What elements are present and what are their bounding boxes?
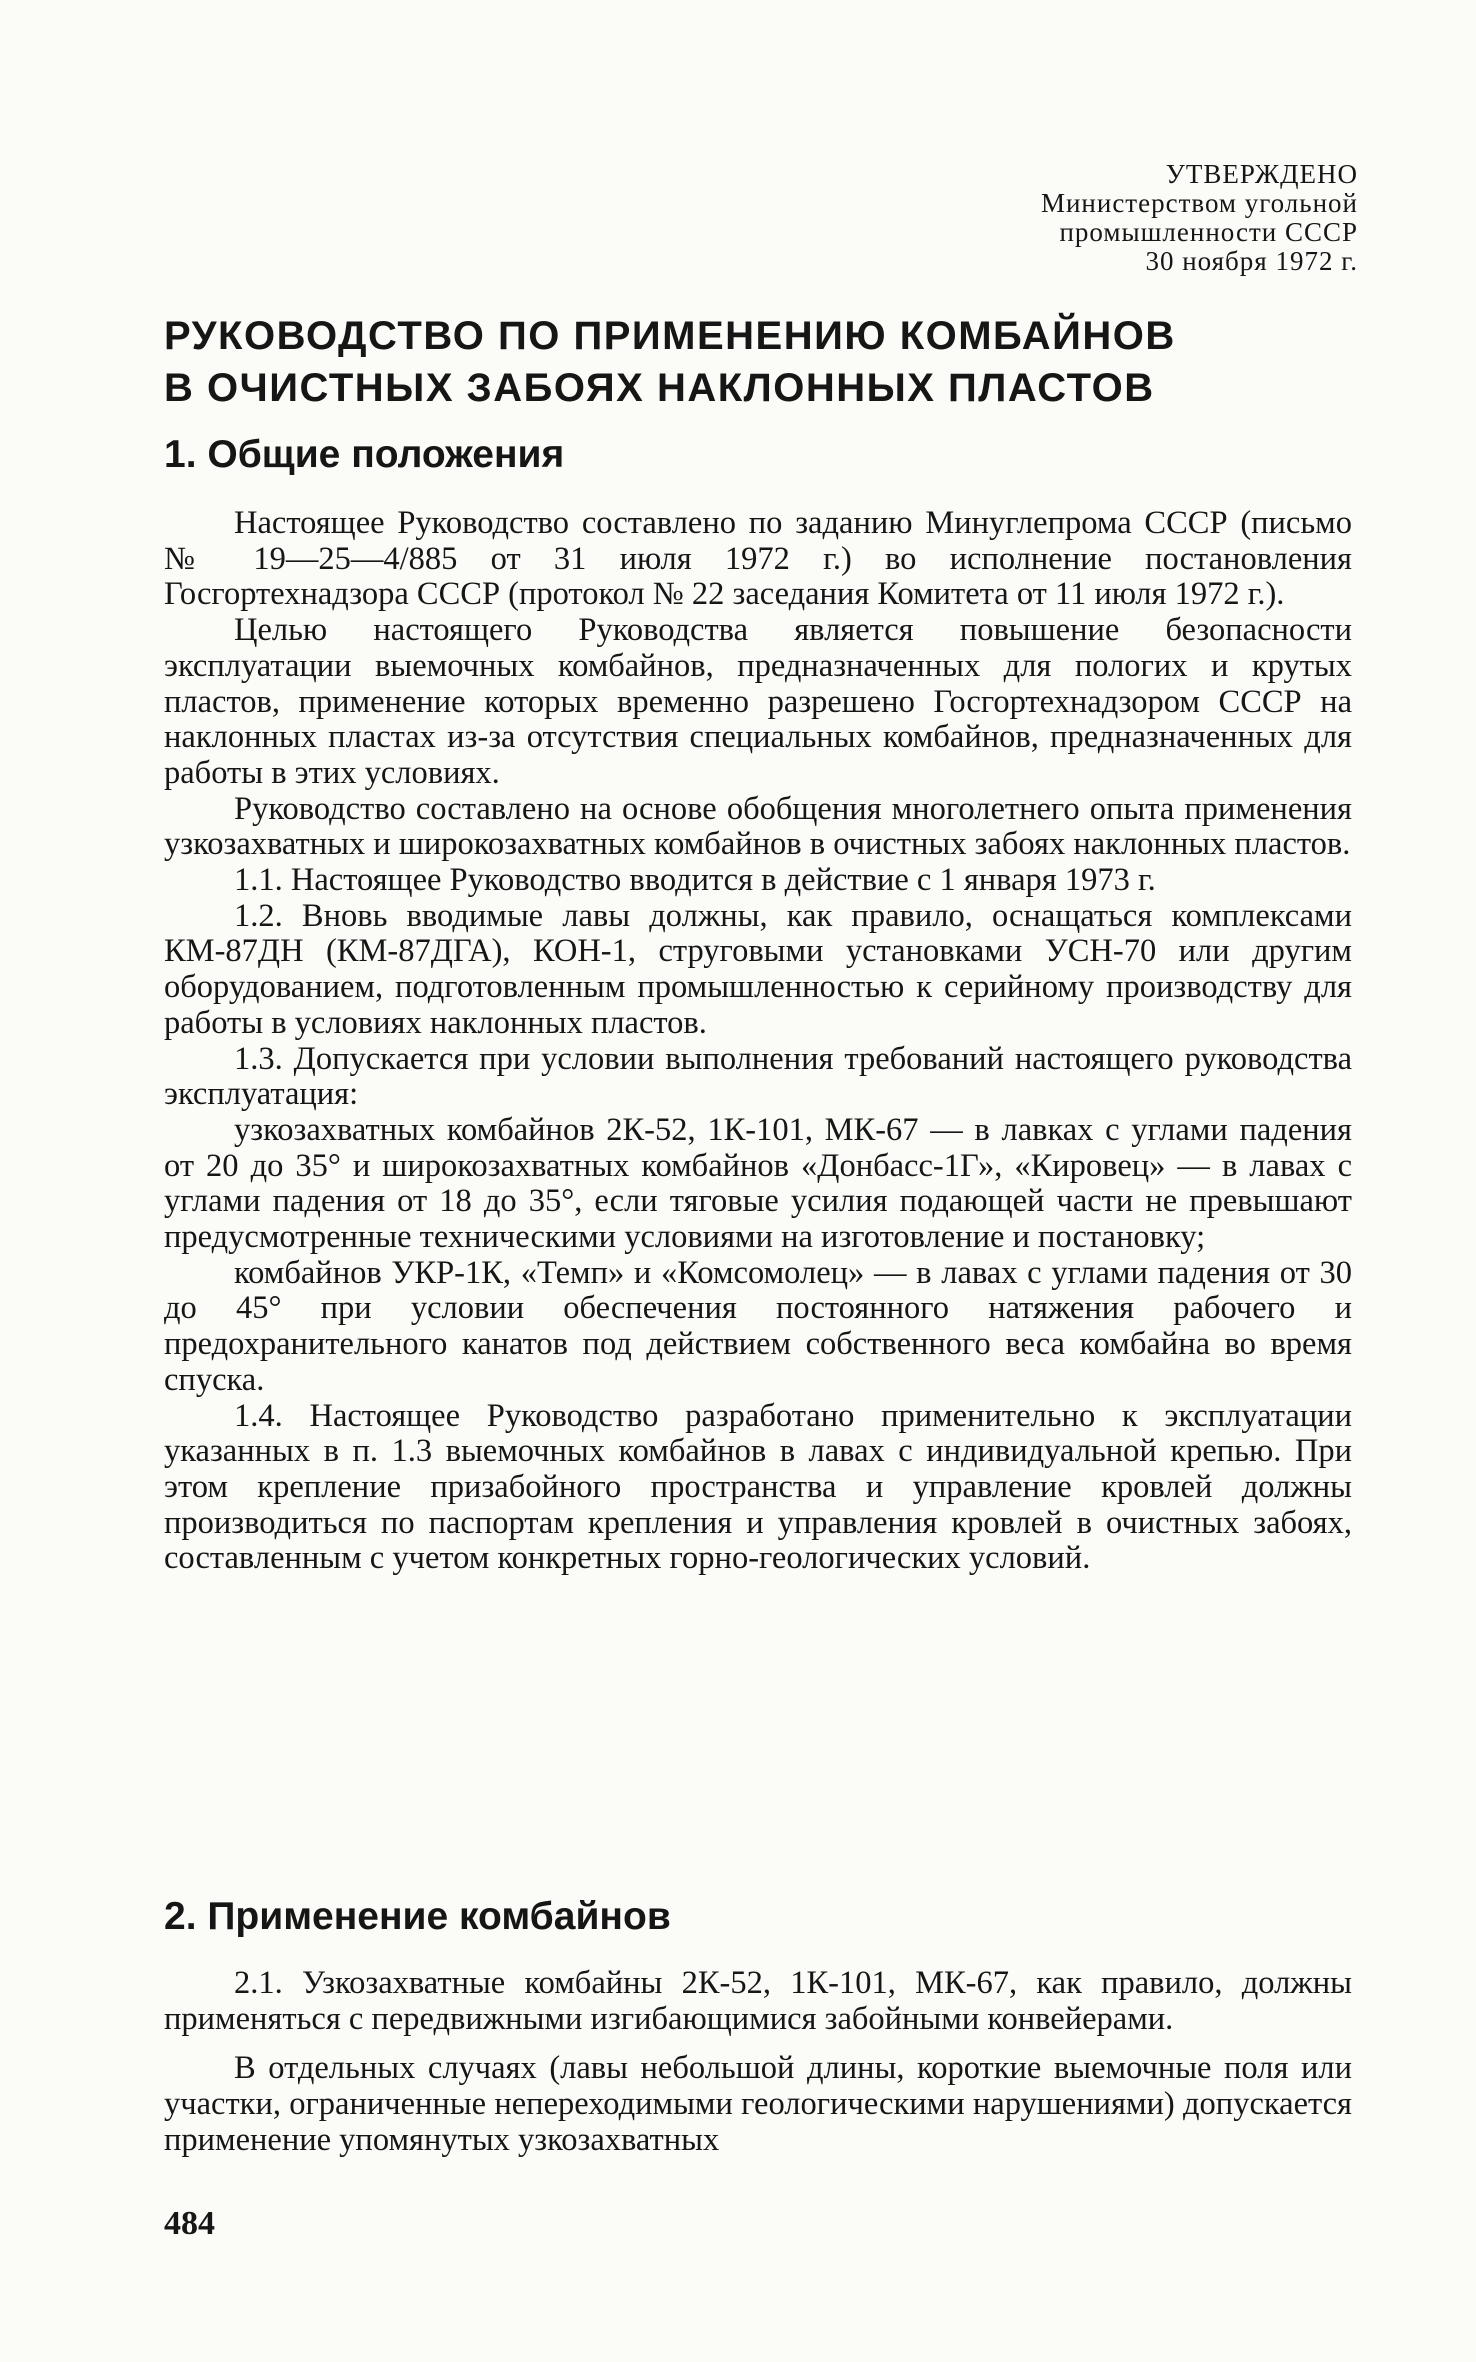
approval-stamp — [838, 160, 1358, 276]
approval-line-3: промышленности СССР — [1059, 217, 1358, 247]
paragraph: Настоящее Руководство составлено по заданию Минуглепрома СССР (письмо № 19—25—4/885 от 31 июля 1972 г.) во исполнение постановления Госгортехнадзора СССР (протокол № 22 заседания Комитета от 11 июля 1972 г.). — [164, 505, 1352, 613]
paragraph: 1.2. Вновь вводимые лавы должны, как правило, оснащаться комплексами КМ-87ДН (КМ-87ДГА), КОН-1, струговыми установками УСН-70 или другим оборудованием, подготовленным промышленностью к серийному производству для работы в условиях наклонных пластов. — [164, 897, 1352, 1041]
document-title — [164, 310, 1344, 414]
approval-line-4: 30 ноября 1972 г. — [1145, 246, 1358, 276]
section-1-body — [164, 506, 1352, 1577]
paragraph: 1.1. Настоящее Руководство вводится в действие с 1 января 1973 г. — [234, 862, 1156, 899]
paragraph: узкозахватных комбайнов 2К-52, 1К-101, МК-67 — в лавках с углами падения от 20 до 35° и широкозахватных комбайнов «Донбасс-1Г», «Кировец» — в лавах с углами падения от 18 до 35°, если тяговые усилия подающей части не превышают предусмотренные техническими условиями на изготовление и постановку; — [164, 1111, 1352, 1256]
paragraph: В отдельных случаях (лавы небольшой длины, короткие выемочные поля или участки, ограниченные непереходимыми геологическими нарушениями) допускается применение упомянутых узкозахватных — [164, 2050, 1352, 2158]
approval-line-2: Министерством угольной — [1040, 188, 1358, 218]
section-1-heading: 1. Общие положения — [164, 433, 565, 476]
document-title-line-1: РУКОВОДСТВО ПО ПРИМЕНЕНИЮ КОМБАЙНОВ — [164, 314, 1176, 358]
section-2-body — [164, 1966, 1352, 2159]
paragraph: Руководство составлено на основе обобщения многолетнего опыта применения узкозахватных и широкозахватных комбайнов в очистных забоях наклонных пластов. — [164, 790, 1352, 863]
paragraph: 1.3. Допускается при условии выполнения требований настоящего руководства эксплуатация: — [164, 1040, 1352, 1113]
paragraph: 1.4. Настоящее Руководство разработано применительно к эксплуатации указанных в п. 1.3 выемочных комбайнов в лавах с индивидуальной крепью. При этом крепление призабойного пространства и управление кровлей должны производиться по паспортам крепления и управления кровлей в очистных забоях, составленным с учетом конкретных горно-геологических условий. — [164, 1397, 1352, 1577]
paragraph: Целью настоящего Руководства является повышение безопасности эксплуатации выемочных комбайнов, предназначенных для пологих и крутых пластов, применение которых временно разрешено Госгортехнадзором СССР на наклонных пластах из-за отсутствия специальных комбайнов, предназначенных для работы в этих условиях. — [164, 612, 1352, 791]
section-2-heading: 2. Применение комбайнов — [164, 1895, 671, 1938]
document-title-line-2: В ОЧИСТНЫХ ЗАБОЯХ НАКЛОННЫХ ПЛАСТОВ — [164, 366, 1155, 410]
paragraph: комбайнов УКР-1К, «Темп» и «Комсомолец» — в лавах с углами падения от 30 до 45° при условии обеспечения постоянного натяжения рабочего и предохранительного канатов под действием собственного веса комбайна во время спуска. — [164, 1254, 1352, 1398]
approval-line-1: УТВЕРЖДЕНО — [1165, 159, 1358, 189]
paragraph: 2.1. Узкозахватные комбайны 2К-52, 1К-101, МК-67, как правило, должны применяться с передвижными изгибающимися забойными конвейерами. — [164, 1965, 1352, 2037]
page-number: 484 — [164, 2205, 215, 2242]
